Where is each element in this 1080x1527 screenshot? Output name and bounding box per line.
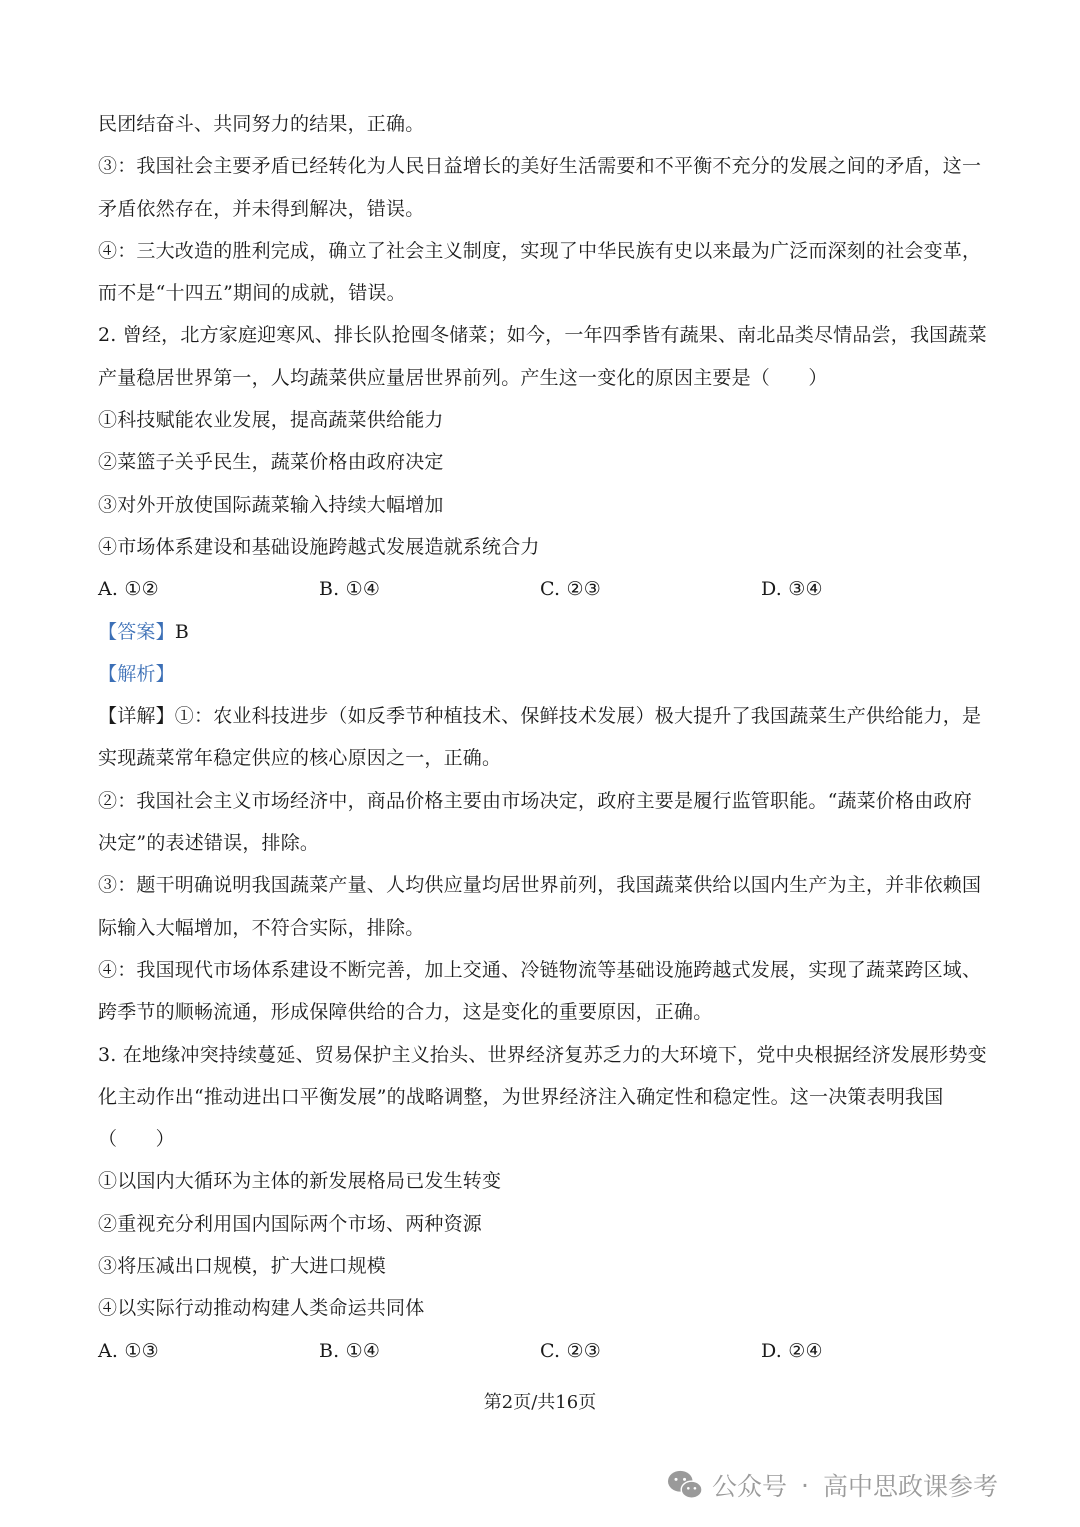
question-2-statement: ④市场体系建设和基础设施跨越式发展造就系统合力: [98, 535, 540, 558]
option-c: C. ②③: [540, 578, 602, 601]
detail-line: 决定”的表述错误，排除。: [98, 832, 320, 855]
answer-line: [98, 611, 988, 653]
text-line: ④：三大改造的胜利完成，确立了社会主义制度，实现了中华民族有史以来最为广泛而深刻的社会变革，: [98, 239, 982, 262]
question-3-stem: 3. 在地缘冲突持续蔓延、贸易保护主义抬头、世界经济复苏乏力的大环境下，党中央根据经济发展形势变: [98, 1043, 987, 1066]
analysis-label: 【解析】: [98, 662, 175, 685]
text-line: 矛盾依然存在，并未得到解决，错误。: [98, 197, 425, 220]
answer-label: 【答案】: [98, 620, 175, 643]
detail-line: 实现蔬菜常年稳定供应的核心原因之一，正确。: [98, 747, 502, 770]
detail-line: ③：题干明确说明我国蔬菜产量、人均供应量均居世界前列，我国蔬菜供给以国内生产为主，并非依赖国: [98, 874, 982, 897]
option-a: A. ①③: [98, 1339, 159, 1362]
watermark-source: 公众号: [712, 1472, 788, 1501]
watermark: [666, 1465, 998, 1505]
text-line: 而不是“十四五”期间的成就，错误。: [98, 282, 406, 305]
question-3-stem: （ ）: [98, 1128, 175, 1151]
question-3-options: [98, 1330, 988, 1372]
detail-line: 际输入大幅增加，不符合实际，排除。: [98, 916, 425, 939]
question-2-stem: 产量稳居世界第一，人均蔬菜供应量居世界前列。产生这一变化的原因主要是（ ）: [98, 366, 828, 389]
option-d: D. ②④: [761, 1339, 823, 1362]
detail-line: 【详解】①：农业科技进步（如反季节种植技术、保鲜技术发展）极大提升了我国蔬菜生产供给能力，是: [98, 705, 982, 728]
watermark-name: 高中思政课参考: [822, 1472, 998, 1501]
question-2-statement: ②菜篮子关乎民生，蔬菜价格由政府决定: [98, 451, 444, 474]
question-3-statement: ③将压减出口规模，扩大进口规模: [98, 1255, 387, 1278]
question-3-statement: ②重视充分利用国内国际两个市场、两种资源: [98, 1212, 483, 1235]
page-number: 第2页/共16页: [483, 1392, 597, 1413]
option-d: D. ③④: [761, 578, 823, 601]
text-line: ③：我国社会主要矛盾已经转化为人民日益增长的美好生活需要和不平衡不充分的发展之间的矛盾，这一: [98, 155, 982, 178]
question-2-options: [98, 568, 988, 610]
question-3-stem: 化主动作出“推动进出口平衡发展”的战略调整，为世界经济注入确定性和稳定性。这一决策表明我国: [98, 1085, 944, 1108]
question-2-stem: 2. 曾经，北方家庭迎寒风、排长队抢囤冬储菜；如今，一年四季皆有蔬果、南北品类尽情品尝，我国蔬菜: [98, 324, 987, 347]
detail-line: ②：我国社会主义市场经济中，商品价格主要由市场决定，政府主要是履行监管职能。“蔬菜价格由政府: [98, 789, 972, 812]
question-3-statement: ①以国内大循环为主体的新发展格局已发生转变: [98, 1170, 502, 1193]
option-c: C. ②③: [540, 1339, 602, 1362]
option-b: B. ①④: [319, 1339, 381, 1362]
question-2-statement: ③对外开放使国际蔬菜输入持续大幅增加: [98, 493, 444, 516]
question-2-statement: ①科技赋能农业发展，提高蔬菜供给能力: [98, 409, 444, 432]
detail-line: 跨季节的顺畅流通，形成保障供给的合力，这是变化的重要原因，正确。: [98, 1001, 713, 1024]
text-line: 民团结奋斗、共同努力的结果，正确。: [98, 113, 425, 135]
wechat-icon: [666, 1468, 704, 1502]
detail-line: ④：我国现代市场体系建设不断完善，加上交通、冷链物流等基础设施跨越式发展，实现了蔬菜跨区域、: [98, 958, 982, 981]
answer-value: B: [174, 620, 189, 643]
option-a: A. ①②: [98, 578, 159, 601]
document-page: [98, 103, 988, 1372]
question-3-statement: ④以实际行动推动构建人类命运共同体: [98, 1297, 425, 1320]
option-b: B. ①④: [319, 578, 381, 601]
watermark-separator: ·: [801, 1470, 809, 1500]
